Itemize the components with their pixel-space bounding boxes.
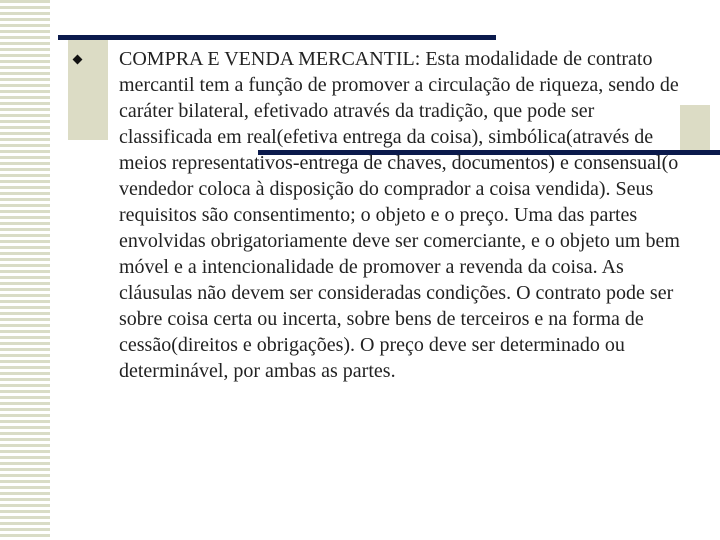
slide-heading: COMPRA E VENDA MERCANTIL: (119, 48, 421, 70)
top-accent-bar (58, 35, 496, 40)
striped-side-decoration (0, 0, 50, 540)
tan-decor-block (68, 38, 108, 140)
slide-paragraph: Esta modalidade de contrato mercantil tem a função de promover a circulação de riqueza, sendo de caráter bilateral, efetivado através da tradição, que pode ser classificada em real(efetiva entrega da coisa), simbólica(através de meios representativos-entrega de chaves, documentos) e consensual(o vendedor coloca à disposição do comprador a coisa vendida). Seus requisitos são consentimento; o objeto e o preço. Uma das partes envolvidas obrigatoriamente deve ser comerciante, e o objeto um bem móvel e a intencionalidade de promover a revenda da coisa. As cláusulas não devem ser consideradas condições. O contrato pode ser sobre coisa certa ou incerta, sobre bens de terceiros e na forma de cessão(direitos e obrigações). O preço deve ser determinado ou determinável, por ambas as partes. (119, 48, 680, 382)
slide-body-text (119, 46, 691, 384)
